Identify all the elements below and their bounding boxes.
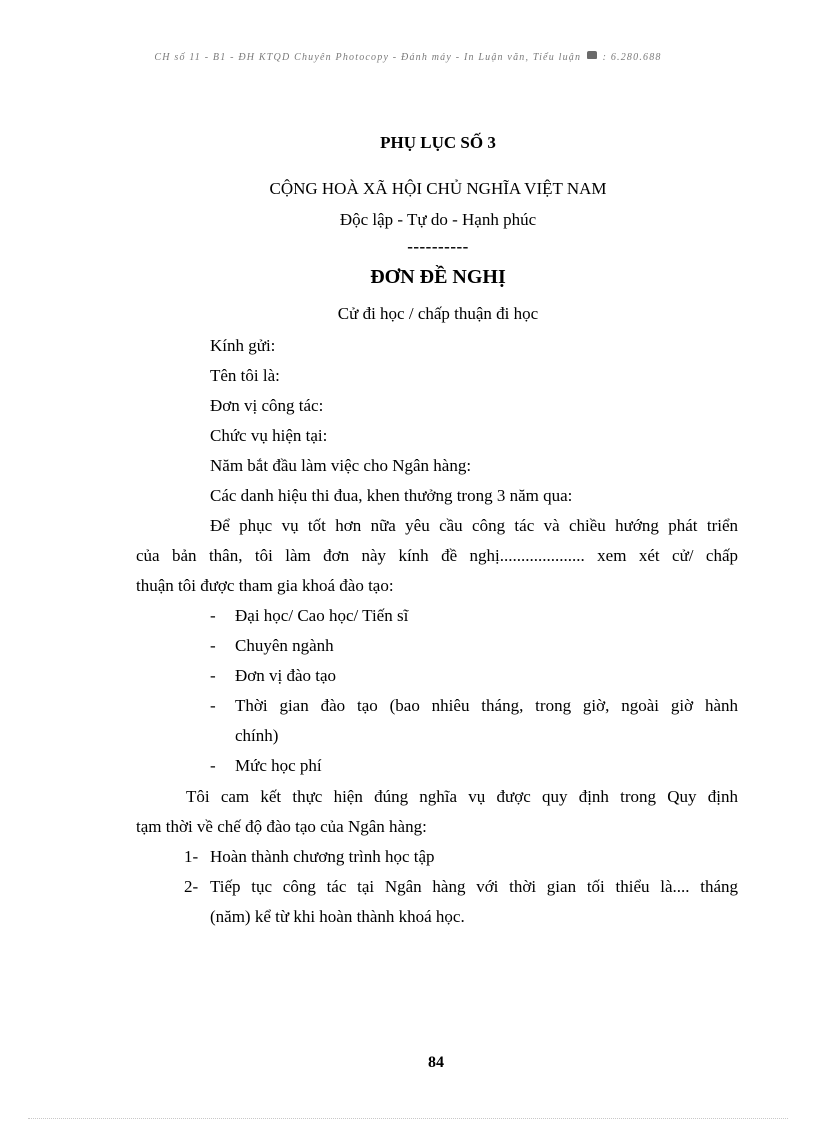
commitment-line-2: tạm thời về chế độ đào tạo của Ngân hàng: (136, 817, 427, 836)
page-number: 84 (428, 1054, 444, 1071)
training-item: Thời gian đào tạo (bao nhiêu tháng, trong giờ, ngoài giờ hành (235, 696, 738, 715)
field-awards: Các danh hiệu thi đua, khen thưởng trong 3 năm qua: (210, 486, 573, 505)
page-header (0, 51, 816, 63)
field-position: Chức vụ hiện tại: (210, 426, 328, 445)
training-item: Mức học phí (235, 756, 322, 775)
form-title: ĐƠN ĐỀ NGHỊ (370, 266, 506, 288)
header-text: CH số 11 - B1 - ĐH KTQD Chuyên Photocopy - Đánh máy - In Luận văn, Tiểu luận (154, 52, 582, 63)
field-recipient: Kính gửi: (210, 336, 276, 355)
field-name: Tên tôi là: (210, 366, 280, 385)
nation-heading: CỘNG HOÀ XÃ HỘI CHỦ NGHĨA VIỆT NAM (269, 179, 607, 198)
obligation-text-cont: (năm) kể từ khi hoàn thành khoá học. (210, 907, 465, 926)
training-item: Đại học/ Cao học/ Tiến sĩ (235, 606, 409, 625)
bullet-dash: - (210, 696, 216, 715)
training-item: Chuyên ngành (235, 636, 334, 655)
bullet-dash: - (210, 666, 216, 685)
bullet-dash: - (210, 606, 216, 625)
bullet-dash: - (210, 636, 216, 655)
motto: Độc lập - Tự do - Hạnh phúc (339, 210, 537, 229)
request-line-1: Để phục vụ tốt hơn nữa yêu cầu công tác và chiều hướng phát triển (210, 516, 738, 535)
field-start-year: Năm bắt đầu làm việc cho Ngân hàng: (210, 456, 472, 475)
footer-divider (28, 1118, 788, 1119)
request-line-3: thuận tôi được tham gia khoá đào tạo: (136, 576, 394, 595)
header-phone: : 6.280.688 (602, 52, 662, 63)
separator: ---------- (407, 237, 469, 256)
phone-icon (587, 51, 597, 59)
training-item: Đơn vị đào tạo (235, 666, 337, 685)
training-item-cont: chính) (235, 726, 279, 745)
request-line-2: của bản thân, tôi làm đơn này kính đề nghị.................... xem xét cử/ chấp (136, 546, 738, 565)
field-unit: Đơn vị công tác: (210, 396, 324, 415)
commitment-line-1: Tôi cam kết thực hiện đúng nghĩa vụ được quy định trong Quy định (186, 787, 738, 806)
obligation-text: Tiếp tục công tác tại Ngân hàng với thời gian tối thiểu là.... tháng (210, 877, 738, 896)
obligation-number: 1- (184, 847, 199, 866)
appendix-title: PHỤ LỤC SỐ 3 (380, 133, 496, 152)
obligation-text: Hoàn thành chương trình học tập (210, 847, 435, 866)
form-subtitle: Cử đi học / chấp thuận đi học (337, 304, 539, 323)
obligation-number: 2- (184, 877, 199, 896)
bullet-dash: - (210, 756, 216, 775)
